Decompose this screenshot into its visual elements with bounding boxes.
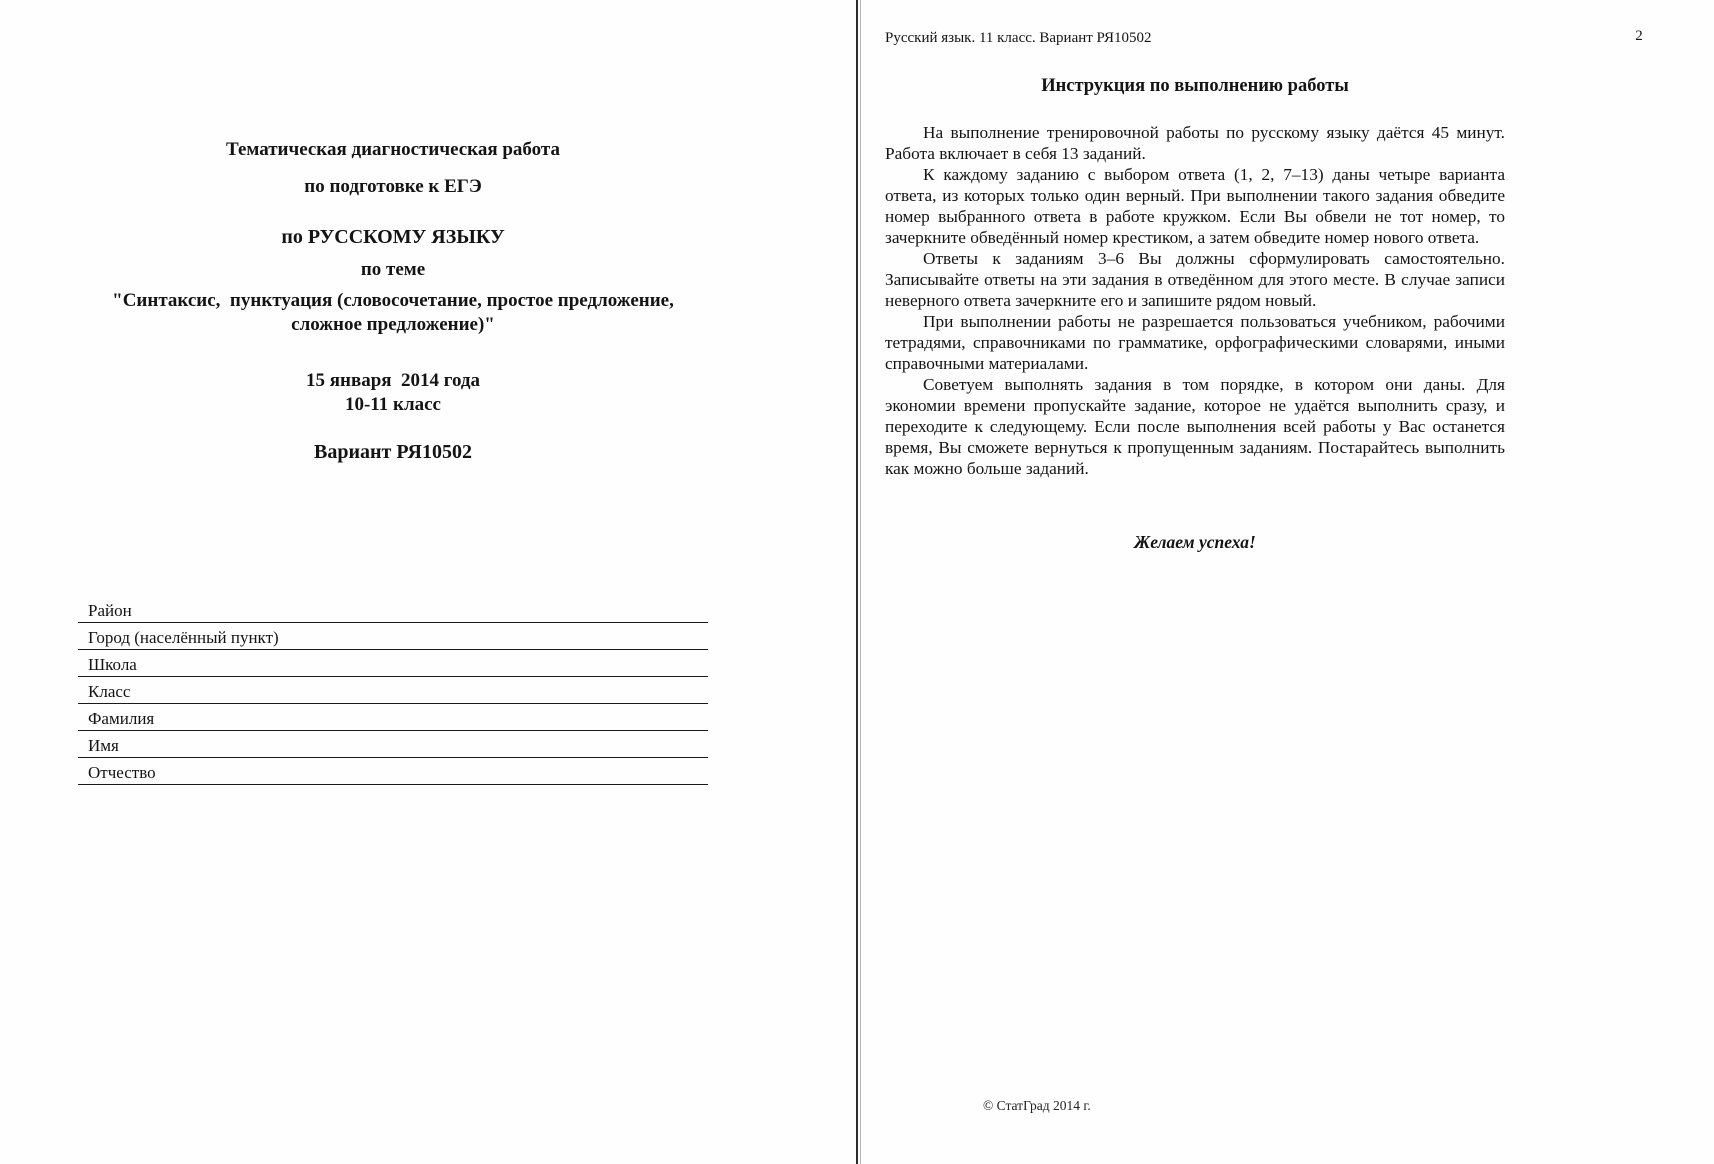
grade-line: 10-11 класс	[344, 394, 441, 415]
work-title-line2: по подготовке к ЕГЭ	[304, 176, 482, 197]
work-date: 15 января 2014 года	[305, 370, 481, 391]
instruction-paragraph: Ответы к заданиям 3–6 Вы должны сформулировать самостоятельно. Записывайте ответы на эти задания в отведённом для этого месте. В случае записи неверного ответа зачеркните его и запишите рядом новый.	[885, 249, 1505, 310]
student-info-form	[78, 596, 708, 785]
instruction-paragraph: Советуем выполнять задания в том порядке, в котором они даны. Для экономии времени пропускайте задание, которое не удаётся выполнить сразу, и переходите к следующему. Если после выполнения всей работы у Вас останется время, Вы сможете вернуться к пропущенным заданиям. Постарайтесь выполнить как можно больше заданий.	[885, 375, 1505, 478]
form-field-firstname	[78, 731, 708, 758]
success-wish: Желаем успеха!	[1134, 532, 1256, 552]
form-field-school	[78, 650, 708, 677]
form-field-surname	[78, 704, 708, 731]
topic-label: по теме	[360, 259, 426, 280]
form-field-patronymic	[78, 758, 708, 785]
form-field-label: Район	[88, 601, 132, 620]
copyright-footer: © СтатГрад 2014 г.	[983, 1098, 1091, 1113]
instruction-title: Инструкция по выполнению работы	[1041, 76, 1349, 96]
form-field-label: Школа	[88, 655, 137, 674]
form-field-label: Город (населённый пункт)	[88, 628, 279, 647]
instruction-paragraph: К каждому заданию с выбором ответа (1, 2, 7–13) даны четыре варианта ответа, из которых только один верный. При выполнении такого задания обведите номер выбранного ответа в работе кружком. Если Вы обвели не тот номер, то зачеркните обведённый номер крестиком, а затем обведите номер нового ответа.	[885, 165, 1505, 247]
instruction-paragraph: При выполнении работы не разрешается пользоваться учебником, рабочими тетрадями, справочниками по грамматике, орфографическими словарями, иными справочными материалами.	[885, 312, 1505, 373]
instruction-page	[861, 0, 1714, 1164]
page-divider	[856, 0, 858, 1164]
form-field-district	[78, 596, 708, 623]
subject-title: по РУССКОМУ ЯЗЫКУ	[281, 226, 505, 248]
work-title-line1: Тематическая диагностическая работа	[226, 139, 560, 160]
topic-title: "Синтаксис, пунктуация (словосочетание, простое предложение, сложное предложение)"	[112, 290, 679, 335]
form-field-city	[78, 623, 708, 650]
page-number: 2	[1635, 28, 1643, 44]
title-page	[0, 0, 856, 1164]
instruction-paragraph: На выполнение тренировочной работы по русскому языку даётся 45 минут. Работа включает в себя 13 заданий.	[885, 123, 1505, 163]
form-field-class	[78, 677, 708, 704]
variant-label: Вариант РЯ10502	[314, 441, 472, 463]
form-field-label: Фамилия	[88, 709, 155, 728]
form-field-label: Отчество	[88, 763, 156, 782]
running-header: Русский язык. 11 класс. Вариант РЯ10502	[885, 30, 1152, 46]
form-field-label: Имя	[88, 736, 119, 755]
instruction-body	[885, 122, 1505, 479]
form-field-label: Класс	[88, 682, 131, 701]
